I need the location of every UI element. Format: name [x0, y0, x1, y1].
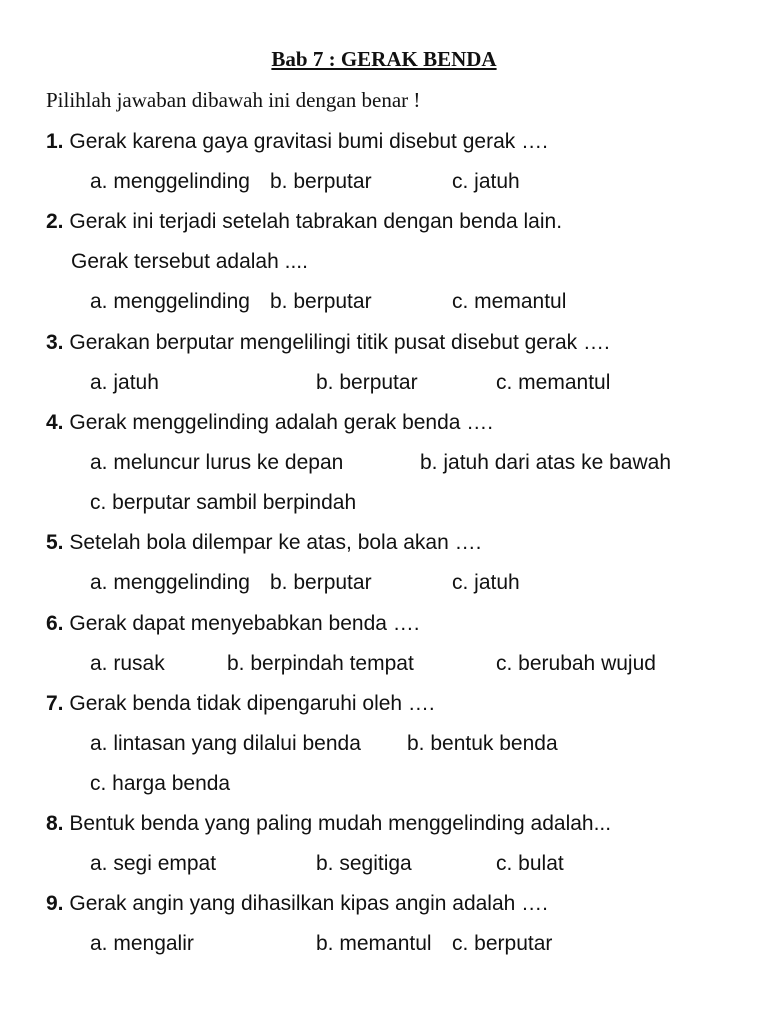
question-text: Gerak menggelinding adalah gerak benda ….	[69, 411, 494, 434]
option-b: b. jatuh dari atas ke bawah	[420, 451, 671, 474]
option-a: a. rusak	[90, 652, 165, 675]
question-2	[46, 210, 562, 234]
question-text: Gerak karena gaya gravitasi bumi disebut gerak ….	[69, 130, 548, 153]
option-c: c. memantul	[496, 371, 611, 394]
option-c: c. jatuh	[452, 571, 520, 594]
option-a: a. menggelinding	[90, 170, 250, 193]
option-b: b. berputar	[270, 170, 372, 193]
question-text: Gerak angin yang dihasilkan kipas angin adalah ….	[69, 892, 549, 915]
question-number: 2.	[46, 210, 64, 233]
option-c: c. bulat	[496, 852, 564, 875]
question-text: Gerak dapat menyebabkan benda ….	[69, 612, 420, 635]
question-text: Gerak ini terjadi setelah tabrakan dengan benda lain.	[69, 210, 563, 233]
option-c: c. jatuh	[452, 170, 520, 193]
option-b: b. berpindah tempat	[227, 652, 414, 675]
option-c: c. harga benda	[90, 772, 231, 795]
question-text: Setelah bola dilempar ke atas, bola akan ….	[69, 531, 482, 554]
option-b: b. bentuk benda	[407, 732, 558, 755]
option-a: a. lintasan yang dilalui benda	[90, 732, 361, 755]
question-7	[46, 692, 435, 716]
option-a: a. meluncur lurus ke depan	[90, 451, 344, 474]
option-c: c. memantul	[452, 290, 567, 313]
option-a: a. menggelinding	[90, 290, 250, 313]
option-b: b. segitiga	[316, 852, 412, 875]
question-number: 4.	[46, 411, 64, 434]
option-a: a. menggelinding	[90, 571, 250, 594]
instruction: Pilihlah jawaban dibawah ini dengan benar !	[46, 88, 421, 112]
option-b: b. berputar	[270, 571, 372, 594]
option-c: c. berputar sambil berpindah	[90, 491, 357, 514]
question-text: Gerakan berputar mengelilingi titik pusat disebut gerak ….	[69, 331, 610, 354]
question-3	[46, 331, 610, 355]
page-title: Bab 7 : GERAK BENDA	[271, 47, 497, 71]
option-a: a. mengalir	[90, 932, 194, 955]
question-number: 9.	[46, 892, 64, 915]
option-b: b. memantul	[316, 932, 432, 955]
question-number: 7.	[46, 692, 64, 715]
question-5	[46, 531, 481, 555]
question-number: 1.	[46, 130, 64, 153]
option-b: b. berputar	[270, 290, 372, 313]
option-a: a. segi empat	[90, 852, 217, 875]
option-c: c. berubah wujud	[496, 652, 656, 675]
question-number: 3.	[46, 331, 64, 354]
option-c: c. berputar	[452, 932, 553, 955]
question-text-continued: Gerak tersebut adalah ....	[71, 250, 308, 273]
question-number: 5.	[46, 531, 64, 554]
question-text: Bentuk benda yang paling mudah menggelinding adalah...	[69, 812, 612, 835]
option-b: b. berputar	[316, 371, 418, 394]
question-6	[46, 612, 420, 636]
question-number: 6.	[46, 612, 64, 635]
option-a: a. jatuh	[90, 371, 159, 394]
question-number: 8.	[46, 812, 64, 835]
question-8	[46, 812, 611, 836]
question-1	[46, 130, 548, 154]
question-9	[46, 892, 548, 916]
question-4	[46, 411, 493, 435]
question-text: Gerak benda tidak dipengaruhi oleh ….	[69, 692, 435, 715]
